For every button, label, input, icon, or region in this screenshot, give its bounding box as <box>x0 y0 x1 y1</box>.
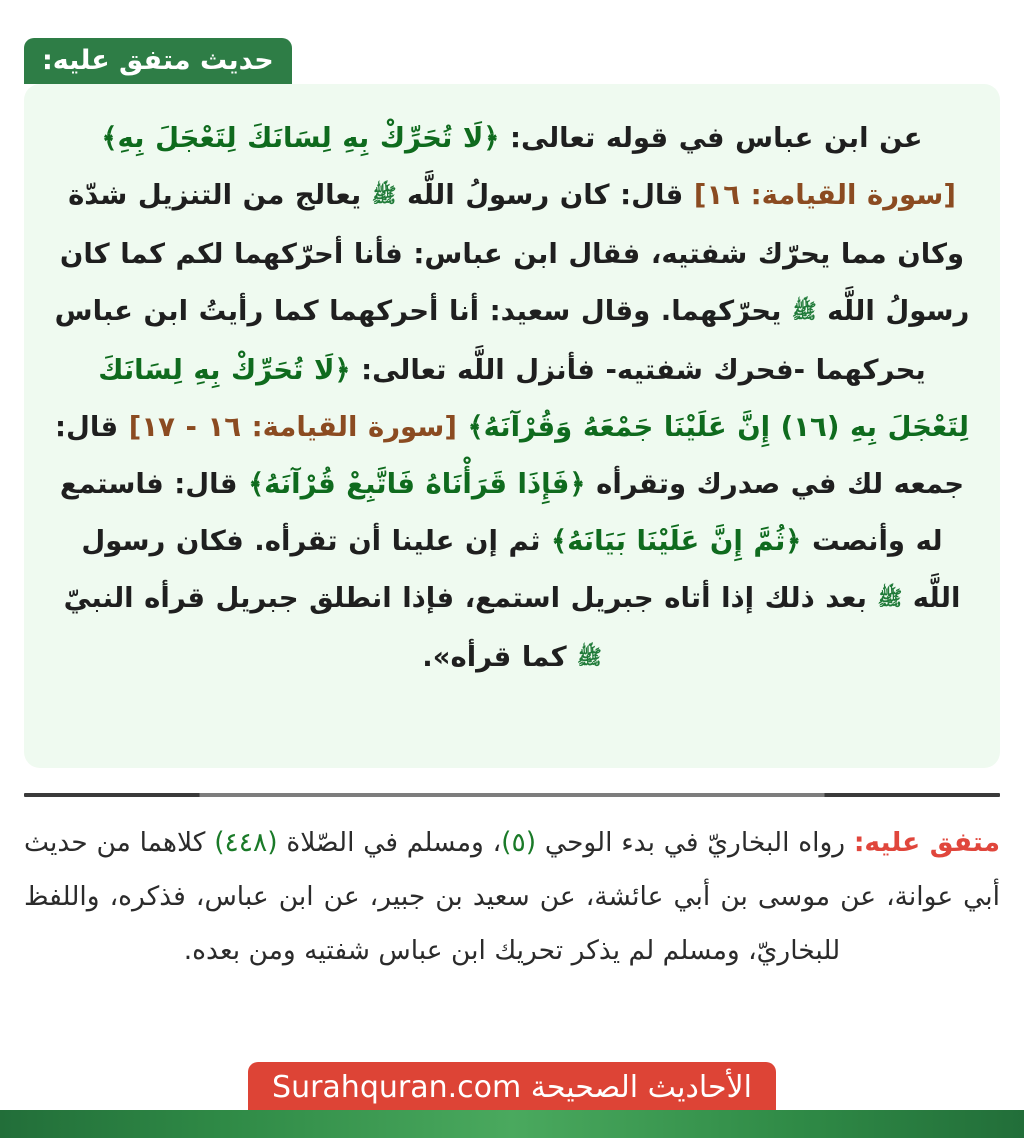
footer-badge-row <box>0 1062 1024 1114</box>
bottom-green-bar <box>0 1110 1024 1138</box>
hadith-body-text: عن ابن عباس في قوله تعالى: ﴿لَا تُحَرِّكْ بِهِ لِسَانَكَ لِتَعْجَلَ بِهِ﴾ [سورة القيامة: ١٦] قال: كان رسولُ اللَّه ﷺ يعالج من التنزيل شدّة وكان مما يحرّك شفتيه، فقال ابن عباس: فأنا أحرّكهما لكم كما كان رسولُ اللَّه ﷺ يحرّكهما. وقال سعيد: أنا أحركهما كما رأيتُ ابن عباس يحركهما -فحرك شفتيه- فأنزل اللَّه تعالى: ﴿لَا تُحَرِّكْ بِهِ لِسَانَكَ لِتَعْجَلَ بِهِ (١٦) إِنَّ عَلَيْنَا جَمْعَهُ وَقُرْآنَهُ﴾ [سورة القيامة: ١٦ - ١٧] قال: جمعه لك في صدرك وتقرأه ﴿فَإِذَا قَرَأْنَاهُ فَاتَّبِعْ قُرْآنَهُ﴾ قال: فاستمع له وأنصت ﴿ثُمَّ إِنَّ عَلَيْنَا بَيَانَهُ﴾ ثم إن علينا أن تقرأه. فكان رسول اللَّه ﷺ بعد ذلك إذا أتاه جبريل استمع، فإذا انطلق جبريل قرأه النبيّ ﷺ كما قرأه». <box>54 110 970 688</box>
text-span-num: (٥) <box>501 827 537 858</box>
text-span-srcref: [سورة القيامة: ١٦] <box>693 179 956 211</box>
text-span-salla: ﷺ <box>577 645 602 669</box>
site-footer-badge[interactable] <box>248 1062 776 1114</box>
text-span-salla: ﷺ <box>371 183 397 207</box>
text-span-ayah: ﴿فَإِذَا قَرَأْنَاهُ فَاتَّبِعْ قُرْآنَهُ﴾ <box>248 468 586 500</box>
text-span-label: متفق عليه: <box>853 827 1000 858</box>
hadith-grade-badge: حديث متفق عليه: <box>24 38 292 84</box>
text-span-salla: ﷺ <box>877 586 903 610</box>
footer-badge-site-url: Surahquran.com <box>272 1070 522 1105</box>
text-span-num: (٤٤٨) <box>214 827 278 858</box>
text-span-srcref: [سورة القيامة: ١٦ - ١٧] <box>128 411 457 443</box>
text-span-ayah: ﴿ثُمَّ إِنَّ عَلَيْنَا بَيَانَهُ﴾ <box>550 525 802 557</box>
text-span-salla: ﷺ <box>791 299 817 323</box>
takhrij-attribution-text: متفق عليه: رواه البخاريّ في بدء الوحي (٥)، ومسلم في الصّلاة (٤٤٨) كلاهما من حديث أبي عوانة، عن موسى بن أبي عائشة، عن سعيد بن جبير، عن ابن عباس، فذكره، واللفظ للبخاريّ، ومسلم لم يذكر تحريك ابن عباس شفتيه ومن بعده. <box>24 827 1000 966</box>
hadith-text-panel <box>24 84 1000 768</box>
footer-badge-arabic-label: الأحاديث الصحيحة <box>530 1070 752 1105</box>
text-span-ayah: ﴿لَا تُحَرِّكْ بِهِ لِسَانَكَ لِتَعْجَلَ بِهِ﴾ <box>101 122 500 154</box>
header-badge-row <box>24 38 1000 84</box>
text-span-ayah: ﴿لَا تُحَرِّكْ بِهِ لِسَانَكَ لِتَعْجَلَ بِهِ (١٦) إِنَّ عَلَيْنَا جَمْعَهُ وَقُرْآنَهُ﴾ <box>98 354 970 443</box>
section-divider <box>24 793 1000 797</box>
